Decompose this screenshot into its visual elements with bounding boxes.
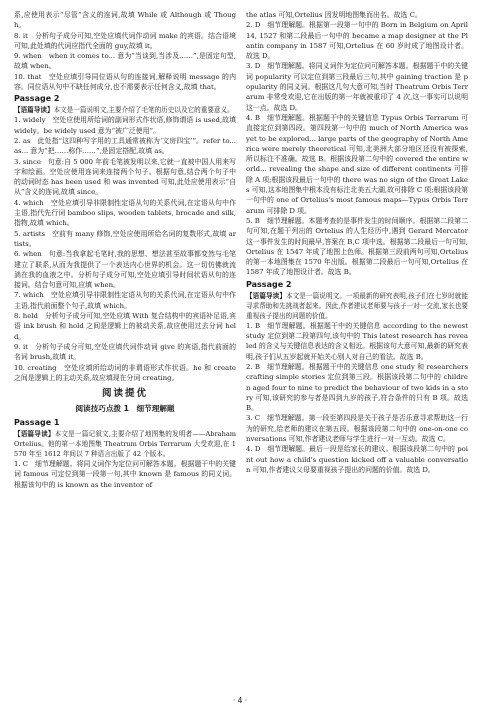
answer-item: 3. D 细节理解题。将同义词作为定位问可解答本题。根据题干中的关键词 popularity 可以定位到第三段最后三句,其中 gaining traction 是 popularity 的同义词。根据这几句大意可知,当时 Theatrum Orbis Terrarum 非常受欢迎,它在出版的第一年就被重印了 4 次,这一事实可以说明这一点。故选 D。 [246,62,468,112]
answer-item: 2. D 细节理解题。根据第一段第一句中的 Born in Belgium on April 14, 1527 和第二段最后一句中的 became a map designer at the Plantin company in 1587 可知,Ortelius 在 60 岁时成了地图设计者。故选 D。 [246,21,468,61]
guide-text: 本文是一篇记叙文,主要介绍了地图集的发明者——Abraham Ortelius。他的第一本地图集 Theatrum Orbis Terrarum 大受欢迎,在 1570 年至 1612 年间以 7 种语言出版了 42 个版本。 [14,430,236,459]
right-passage2-list [246,321,468,475]
answer-item: 9. when when it comes to... 意为“当谈到,当涉及……”,是固定句型,故填 when。 [14,52,236,71]
answer-item: 6. when 句意:当我拿起毛笔时,我的思想、想法甚至故事都变然与毛笔建立了联系,从而为我提供了一个表达内心世界的机会。这一切仿佛就流淌在我的血液之中。分析句子成分可知,空处应填引导时间状语从句的连接词。结合句意可知,应填 when。 [14,250,236,290]
passage-heading: Passage 2 [14,94,60,104]
answer-item: 5. B 细节理解题。本题考查的是事件发生的时间顺序。根据第二段第二句可知,在题干列出的 Ortelius 的人生经历中,遇到 Gerard Mercator 这一事件发生的时间最早,答案在 B,C 项中选。根据第二段最后一句可知,Ortelius 在 1547 年成了地图上色师。根据第三段前两句可知,Ortelius 的第一本地图集在 1570 年出版。根据第二段最后一句可知,Ortelius 在 1587 年成了地图设计者。故选 B。 [246,216,468,277]
answer-item: 4. D 细节理解题。最后一段是给家长的建议。根据该段第二句中的 point out how a child's question kicked off a valuable conversation 可知,作者建议父母要重视孩子提出的问题的价值。故选 D。 [246,445,468,474]
answer-item: 4. B 细节理解题。根据题干中的关键信息 Typus Orbis Terrarum 可直接定位到第四段。第四段第一句中的 much of North America was yet to be explored... large parts of the geography of North America were merely theoretical 可知,北美洲大部分地区还没有被探索,所以标注不准确。故选 B。根据该段第二句中的 covered the entire world... revealing the shape and size of different continents 可排除 A 项;根据该段最后一句中的 there was no sign of the Great Lakes 可知,这本地图集中根本没有标注北美五大湖,故可排除 C 项;根据该段第一句中的 one of Ortelius's most famous maps—Typus Orbis Terrarum 可排除 D 项。 [246,113,468,215]
passage-heading: Passage 2 [246,279,292,289]
answer-item: 10. creating 空处应填所给动词的非谓语形式作状语。he 和 create 之间是逻辑上的主动关系,故应填现在分词 creating。 [14,363,236,382]
answer-item: 4. which 空处应填引导非限制性定语从句的关系代词,在定语从句中作主语,指代先行词 bamboo slips, wooden tablets, brocade and silk, 指物,故填 which。 [14,198,236,228]
page-number: · 4 · [232,696,248,705]
left-pre-list [14,10,236,92]
answer-item: 1. C 细节理解题。将同义词作为定位问可解答本题。根据题干中的关键词 famous 可定位到第一段第一句,其中 known 是 famous 的同义词。根据该句中的 is known as the inventor of [14,460,236,489]
passage-heading: Passage 1 [14,418,60,428]
answer-item: 3. C 细节理解题。第一段至第四段是关于孩子是否乐意寻求帮助这一行为的研究,给老师的建议在第五段。根据该段第二句中的 one-on-one conversations 可知,作者建议老师与学生进行一对一互动。故选 C。 [246,414,468,443]
answer-item: 3. since 句意:自 5 000 年前毛笔被发明以来,它就一直被中国人用来写字和绘画。空处应使用连词来连接两个句子。根据句意,结合两个句子中的动词时态 has been used 和 was invented 可知,此处应使用表示“自从”含义的连词,故填 since。 [14,157,236,197]
guide-text: 本文是一篇说明文。一项最新的研究表明,孩子们在七岁时就能寻求帮助和先挑战者起来。因此,作者建议老师要与孩子一对一交流,家长也要重视孩子提出的问题的价值。 [246,291,468,320]
right-column [246,10,468,475]
answer-item: 10. that 空处应填引导同位语从句的连接词,解释说明 message 的内容。同位语从句中不缺任何成分,也不需要表示任何含义,故填 that。 [14,72,236,92]
right-pre-list [246,10,468,278]
left-passage1-list [14,459,236,490]
answer-item: 1. widely 空处应使用所给词的副词形式作状语,修饰谓语 is used,故填 widely。be widely used 意为“被广泛使用”。 [14,116,236,135]
answer-item: 2. B 细节理解题。根据题干中的关键信息 one study 和 researchers crafting simple stories 定位到第三段。根据该段第二句中的 children aged four to nine to predict the behaviour of two kids in a story 可知,该研究的参与者是四到九岁的孩子,符合条件的只有 B 项。故选 B。 [246,362,468,413]
section-subtitle: 阅读技巧点拨 1 细节理解题 [75,404,175,414]
passage-guide [246,291,468,321]
passage-guide [14,105,236,115]
answer-item: the atlas 可知,Ortelius 因发明地图集而出名。故选 C。 [246,11,422,19]
left-column [14,10,236,490]
answer-item: 9. it 分析句子成分可知,空处应填代词作动词 give 的宾语,指代前面的名词 brush,故填 it。 [14,342,236,362]
answer-item: 系,应使用表示“尽管”含义的连词,故填 While 或 Although 或 Though。 [14,11,236,30]
guide-tag: 【语篇导读】 [14,430,55,439]
left-passage2-list [14,115,236,383]
answer-item: 7. which 空处应填引导非限制性定语从句的关系代词,在定语从句中作主语,指代前面整个句子,故填 which。 [14,291,236,310]
answer-item: 5. artists 空前有 many 修饰,空处应使用所给名词的复数形式,故填 artists。 [14,229,236,248]
guide-tag: 【语篇导读】 [246,291,286,300]
passage-guide [14,429,236,459]
answer-item: 8. it 分析句子成分可知,空处应填代词作动词 make 的宾语。结合语境可知,此处填的代词应指代全面的 guy,故填 it。 [14,31,236,50]
guide-text: 本文是一篇说明文,主要介绍了毛笔的历史以及它的重要意义。 [53,106,234,115]
answer-item: 8. held 分析句子成分可知,空处应填 With 复合结构中的宾语补足语,宾语 ink brush 和 hold 之间是逻辑上的被动关系,故应使用过去分词 held。 [14,312,236,341]
guide-tag: 【语篇导读】 [14,106,54,115]
section-title: 阅读提优 [101,388,148,400]
answer-item: 1. B 细节理解题。根据题干中的关键信息 according to the newest study 定位到第二段第四句,该句中的 This latest research has revealed 的含义与关键信息表达的含义相近。根据该句大意可知,最新的研究表明,孩子们从五岁起就开始关心别人对自己的看法。故选 B。 [246,321,468,361]
answer-item: 2. as 此处指“这四种写字用的工具通常被称为‘文房四宝’”。refer to... as... 意为“把……称作……”,是固定搭配,故填 as。 [14,136,236,156]
